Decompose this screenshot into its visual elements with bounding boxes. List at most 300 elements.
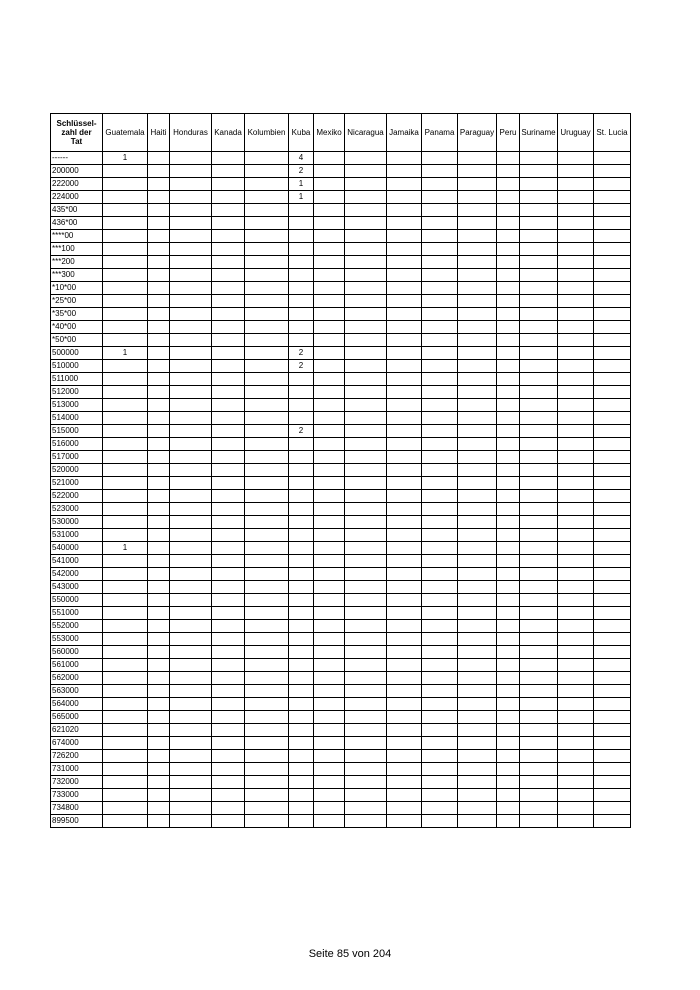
count-cell	[314, 438, 345, 451]
count-cell	[212, 412, 245, 425]
table-row	[51, 477, 631, 490]
count-cell	[289, 633, 314, 646]
count-cell	[497, 347, 520, 360]
count-cell	[170, 542, 212, 555]
count-cell	[520, 646, 558, 659]
count-cell	[594, 633, 631, 646]
count-cell	[170, 750, 212, 763]
count-cell	[245, 607, 289, 620]
count-cell	[314, 698, 345, 711]
count-cell	[212, 685, 245, 698]
count-cell	[345, 217, 387, 230]
count-cell	[497, 308, 520, 321]
count-cell	[594, 542, 631, 555]
count-cell	[148, 633, 170, 646]
key-cell: *10*00	[51, 282, 103, 295]
count-cell	[289, 815, 314, 828]
count-cell	[314, 230, 345, 243]
table-row	[51, 256, 631, 269]
count-cell	[289, 685, 314, 698]
count-cell	[148, 516, 170, 529]
count-cell	[387, 672, 422, 685]
count-cell	[314, 620, 345, 633]
count-cell	[520, 230, 558, 243]
count-cell	[520, 581, 558, 594]
key-cell: 540000	[51, 542, 103, 555]
count-cell: 2	[289, 360, 314, 373]
count-cell	[212, 256, 245, 269]
count-cell	[387, 204, 422, 217]
count-cell	[594, 490, 631, 503]
count-cell	[422, 776, 458, 789]
count-cell	[422, 659, 458, 672]
count-cell	[289, 464, 314, 477]
table-row	[51, 711, 631, 724]
count-cell	[387, 282, 422, 295]
count-cell	[345, 204, 387, 217]
count-cell	[245, 412, 289, 425]
country-column-header: Nicaragua	[345, 114, 387, 152]
count-cell	[558, 204, 594, 217]
count-cell	[458, 490, 497, 503]
count-cell	[170, 243, 212, 256]
count-cell	[245, 568, 289, 581]
table-row	[51, 646, 631, 659]
count-cell	[497, 321, 520, 334]
count-cell	[345, 685, 387, 698]
count-cell	[103, 438, 148, 451]
count-cell	[422, 516, 458, 529]
key-cell: 726200	[51, 750, 103, 763]
key-cell: 899500	[51, 815, 103, 828]
count-cell	[148, 399, 170, 412]
count-cell	[594, 269, 631, 282]
count-cell	[558, 685, 594, 698]
count-cell	[148, 672, 170, 685]
count-cell	[103, 464, 148, 477]
count-cell	[148, 451, 170, 464]
count-cell	[103, 425, 148, 438]
count-cell	[148, 620, 170, 633]
count-cell	[422, 425, 458, 438]
count-cell	[422, 360, 458, 373]
count-cell	[245, 230, 289, 243]
country-column-header: Panama	[422, 114, 458, 152]
key-cell: ****00	[51, 230, 103, 243]
count-cell	[170, 282, 212, 295]
count-cell	[387, 386, 422, 399]
count-cell	[212, 308, 245, 321]
count-cell	[558, 542, 594, 555]
table-row	[51, 698, 631, 711]
count-cell	[245, 282, 289, 295]
count-cell	[387, 321, 422, 334]
count-cell	[497, 802, 520, 815]
count-cell	[497, 243, 520, 256]
count-cell	[520, 698, 558, 711]
count-cell	[148, 594, 170, 607]
table-row	[51, 633, 631, 646]
count-cell	[345, 568, 387, 581]
table-row	[51, 594, 631, 607]
count-cell	[170, 490, 212, 503]
count-cell	[558, 412, 594, 425]
count-cell	[345, 477, 387, 490]
count-cell	[245, 516, 289, 529]
count-cell	[212, 568, 245, 581]
count-cell	[148, 230, 170, 243]
count-cell	[458, 386, 497, 399]
country-column-header: Mexiko	[314, 114, 345, 152]
count-cell	[497, 425, 520, 438]
count-cell	[345, 321, 387, 334]
count-cell	[212, 815, 245, 828]
count-cell	[497, 178, 520, 191]
count-cell	[170, 555, 212, 568]
count-cell	[422, 438, 458, 451]
count-cell	[558, 815, 594, 828]
count-cell	[497, 217, 520, 230]
count-cell	[245, 217, 289, 230]
count-cell	[387, 633, 422, 646]
count-cell	[314, 568, 345, 581]
count-cell	[497, 815, 520, 828]
count-cell	[212, 425, 245, 438]
count-cell	[148, 373, 170, 386]
count-cell	[422, 386, 458, 399]
table-row	[51, 165, 631, 178]
count-cell	[497, 191, 520, 204]
count-cell	[387, 503, 422, 516]
count-cell	[103, 633, 148, 646]
table-row	[51, 295, 631, 308]
count-cell	[212, 217, 245, 230]
count-cell	[387, 711, 422, 724]
count-cell	[103, 789, 148, 802]
count-cell	[387, 737, 422, 750]
count-cell	[520, 659, 558, 672]
count-cell	[422, 633, 458, 646]
count-cell	[345, 789, 387, 802]
count-cell	[458, 269, 497, 282]
count-cell	[212, 347, 245, 360]
key-cell: 513000	[51, 399, 103, 412]
count-cell	[170, 217, 212, 230]
count-cell	[212, 802, 245, 815]
count-cell	[422, 503, 458, 516]
count-cell	[520, 412, 558, 425]
count-cell	[289, 607, 314, 620]
count-cell	[497, 282, 520, 295]
table-row	[51, 490, 631, 503]
table-row	[51, 685, 631, 698]
count-cell	[458, 256, 497, 269]
count-cell	[345, 347, 387, 360]
count-cell	[520, 815, 558, 828]
count-cell	[497, 711, 520, 724]
country-column-header: Guatemala	[103, 114, 148, 152]
count-cell	[245, 152, 289, 165]
country-column-header: Paraguay	[458, 114, 497, 152]
count-cell	[594, 659, 631, 672]
count-cell	[148, 178, 170, 191]
table-row	[51, 620, 631, 633]
count-cell	[245, 373, 289, 386]
count-cell	[103, 334, 148, 347]
count-cell	[314, 373, 345, 386]
table-row	[51, 243, 631, 256]
count-cell	[594, 789, 631, 802]
count-cell	[245, 295, 289, 308]
count-cell	[245, 204, 289, 217]
key-cell: ***300	[51, 269, 103, 282]
count-cell	[520, 191, 558, 204]
count-cell	[289, 646, 314, 659]
count-cell	[245, 763, 289, 776]
key-cell: ***200	[51, 256, 103, 269]
count-cell	[103, 191, 148, 204]
count-cell	[422, 724, 458, 737]
count-cell	[497, 386, 520, 399]
count-cell	[558, 750, 594, 763]
country-column-header: Honduras	[170, 114, 212, 152]
count-cell	[558, 451, 594, 464]
count-cell	[422, 269, 458, 282]
count-cell	[314, 503, 345, 516]
count-cell	[558, 321, 594, 334]
count-cell	[345, 620, 387, 633]
count-cell	[289, 737, 314, 750]
count-cell	[103, 685, 148, 698]
count-cell	[422, 347, 458, 360]
count-cell	[497, 698, 520, 711]
count-cell	[345, 373, 387, 386]
key-cell: 222000	[51, 178, 103, 191]
count-cell	[594, 321, 631, 334]
country-column-header: Jamaika	[387, 114, 422, 152]
count-cell	[422, 399, 458, 412]
count-cell	[170, 438, 212, 451]
count-cell	[458, 750, 497, 763]
count-cell	[103, 802, 148, 815]
table-row	[51, 230, 631, 243]
count-cell	[558, 243, 594, 256]
count-cell	[594, 568, 631, 581]
count-cell	[594, 282, 631, 295]
count-cell	[497, 776, 520, 789]
count-cell	[387, 178, 422, 191]
count-cell	[345, 230, 387, 243]
count-cell	[345, 802, 387, 815]
count-cell	[314, 750, 345, 763]
count-cell	[458, 620, 497, 633]
count-cell	[170, 178, 212, 191]
count-cell	[458, 464, 497, 477]
count-cell	[520, 802, 558, 815]
count-cell	[497, 230, 520, 243]
count-cell	[520, 360, 558, 373]
count-cell	[497, 685, 520, 698]
table-row	[51, 373, 631, 386]
key-cell: 553000	[51, 633, 103, 646]
count-cell	[314, 711, 345, 724]
count-cell	[103, 594, 148, 607]
count-cell	[148, 711, 170, 724]
count-cell	[520, 178, 558, 191]
count-cell	[245, 425, 289, 438]
count-cell	[103, 581, 148, 594]
count-cell	[345, 607, 387, 620]
count-cell	[170, 815, 212, 828]
count-cell	[594, 477, 631, 490]
count-cell	[458, 789, 497, 802]
count-cell	[594, 165, 631, 178]
table-row	[51, 555, 631, 568]
count-cell	[289, 763, 314, 776]
count-cell	[148, 737, 170, 750]
count-cell	[558, 360, 594, 373]
count-cell	[520, 594, 558, 607]
count-cell	[170, 451, 212, 464]
count-cell	[497, 555, 520, 568]
count-cell	[289, 217, 314, 230]
count-cell	[314, 269, 345, 282]
count-cell	[422, 555, 458, 568]
count-cell	[289, 399, 314, 412]
count-cell	[314, 217, 345, 230]
count-cell	[345, 750, 387, 763]
count-cell	[103, 555, 148, 568]
count-cell	[497, 412, 520, 425]
count-cell	[103, 321, 148, 334]
count-cell	[558, 230, 594, 243]
count-cell	[422, 204, 458, 217]
key-cell: 531000	[51, 529, 103, 542]
count-cell	[212, 386, 245, 399]
count-cell	[387, 295, 422, 308]
count-cell	[387, 464, 422, 477]
count-cell	[170, 607, 212, 620]
count-cell	[520, 464, 558, 477]
count-cell	[458, 594, 497, 607]
key-cell: 734800	[51, 802, 103, 815]
count-cell	[422, 464, 458, 477]
count-cell	[212, 698, 245, 711]
table-row	[51, 334, 631, 347]
count-cell: 1	[289, 191, 314, 204]
table-row	[51, 581, 631, 594]
count-cell	[458, 243, 497, 256]
count-cell	[497, 724, 520, 737]
count-cell	[558, 464, 594, 477]
count-cell	[387, 217, 422, 230]
count-cell	[212, 490, 245, 503]
count-cell	[148, 568, 170, 581]
count-cell	[497, 763, 520, 776]
count-cell: 2	[289, 425, 314, 438]
count-cell	[520, 334, 558, 347]
count-cell	[458, 399, 497, 412]
count-cell	[387, 763, 422, 776]
key-cell: 515000	[51, 425, 103, 438]
count-cell	[520, 737, 558, 750]
count-cell	[345, 633, 387, 646]
table-row	[51, 607, 631, 620]
count-cell	[345, 646, 387, 659]
count-cell	[345, 555, 387, 568]
count-cell	[594, 308, 631, 321]
count-cell	[387, 516, 422, 529]
count-cell	[558, 178, 594, 191]
count-cell	[345, 698, 387, 711]
count-cell	[245, 321, 289, 334]
count-cell	[148, 490, 170, 503]
count-cell	[422, 568, 458, 581]
count-cell	[387, 165, 422, 178]
count-cell	[212, 503, 245, 516]
count-cell	[594, 620, 631, 633]
count-cell	[148, 776, 170, 789]
count-cell	[245, 776, 289, 789]
count-cell	[387, 243, 422, 256]
count-cell	[245, 802, 289, 815]
count-cell	[314, 776, 345, 789]
country-column-header: Peru	[497, 114, 520, 152]
count-cell	[103, 399, 148, 412]
count-cell	[245, 191, 289, 204]
count-cell	[314, 646, 345, 659]
count-cell	[314, 594, 345, 607]
count-cell	[245, 477, 289, 490]
count-cell	[594, 763, 631, 776]
count-cell	[594, 672, 631, 685]
count-cell	[387, 256, 422, 269]
count-cell	[497, 620, 520, 633]
count-cell	[558, 568, 594, 581]
count-cell	[170, 360, 212, 373]
count-cell	[170, 386, 212, 399]
count-cell	[170, 204, 212, 217]
table-row	[51, 308, 631, 321]
count-cell	[103, 373, 148, 386]
count-cell	[458, 477, 497, 490]
count-cell	[520, 516, 558, 529]
table-row	[51, 321, 631, 334]
count-cell	[422, 165, 458, 178]
count-cell	[289, 568, 314, 581]
count-cell	[212, 594, 245, 607]
count-cell	[558, 659, 594, 672]
count-cell	[289, 802, 314, 815]
count-cell	[520, 373, 558, 386]
count-cell	[103, 243, 148, 256]
count-cell	[458, 451, 497, 464]
count-cell	[422, 451, 458, 464]
count-cell	[314, 360, 345, 373]
count-cell	[422, 581, 458, 594]
count-cell	[103, 282, 148, 295]
count-cell	[497, 594, 520, 607]
count-cell	[422, 607, 458, 620]
count-cell	[314, 399, 345, 412]
count-cell	[558, 269, 594, 282]
count-cell	[497, 503, 520, 516]
count-cell	[245, 165, 289, 178]
count-cell	[148, 607, 170, 620]
count-cell	[345, 776, 387, 789]
table-row	[51, 516, 631, 529]
count-cell: 1	[289, 178, 314, 191]
